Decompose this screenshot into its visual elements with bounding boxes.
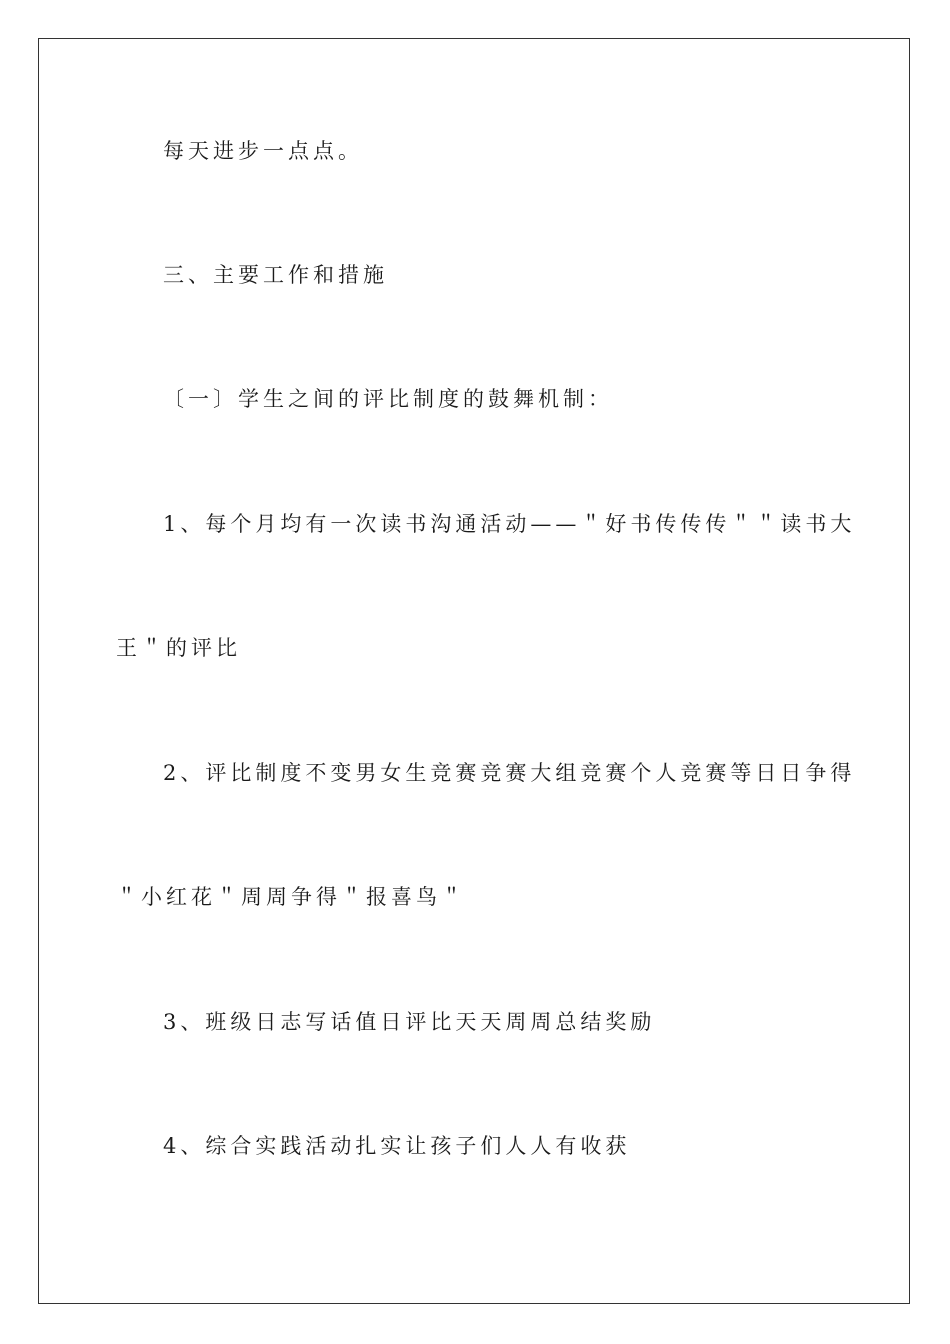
list-item-4: 4、综合实践活动扎实让孩子们人人有收获 bbox=[163, 1134, 631, 1158]
list-item-2-line-2: ＂小红花＂周周争得＂报喜鸟＂ bbox=[116, 885, 466, 909]
paragraph-progress: 每天进步一点点。 bbox=[163, 139, 363, 163]
page-border bbox=[38, 38, 910, 1304]
list-item-1-line-1: 1、每个月均有一次读书沟通活动——＂好书传传传＂＂读书大 bbox=[163, 512, 856, 536]
list-item-1-line-2: 王＂的评比 bbox=[116, 636, 241, 660]
list-item-2-line-1: 2、评比制度不变男女生竞赛竞赛大组竞赛个人竞赛等日日争得 bbox=[163, 761, 856, 785]
section-heading-main-work: 三、主要工作和措施 bbox=[163, 263, 388, 287]
list-item-3: 3、班级日志写话值日评比天天周周总结奖励 bbox=[163, 1010, 656, 1034]
subsection-heading-evaluation: 〔一〕学生之间的评比制度的鼓舞机制： bbox=[163, 387, 613, 411]
